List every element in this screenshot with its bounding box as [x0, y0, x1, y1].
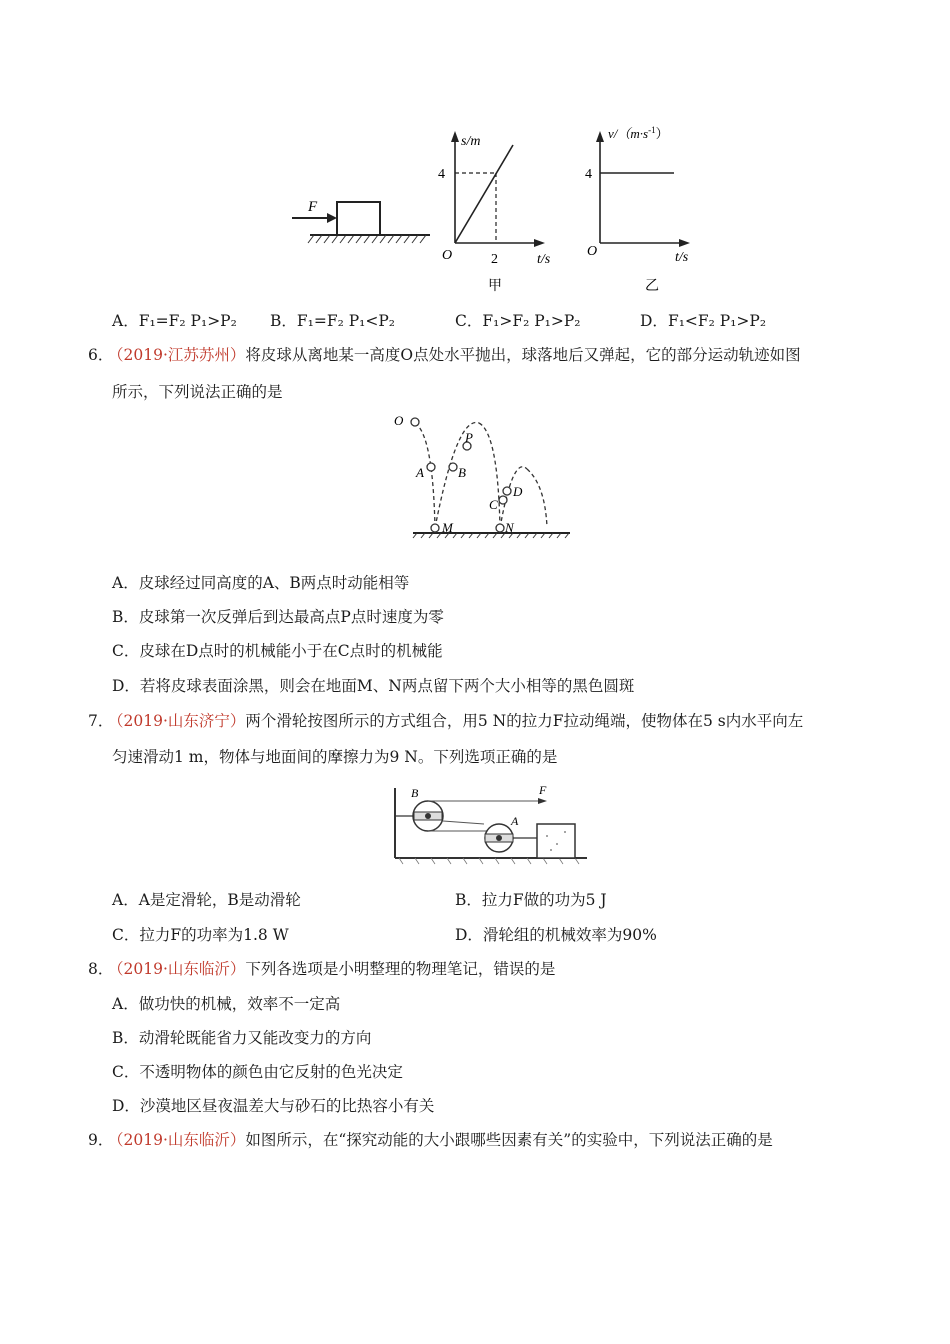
q5-option-d: D．F₁<F₂ P₁>P₂: [640, 312, 767, 330]
jia-x-tick: 2: [491, 252, 498, 267]
svg-text:A: A: [416, 465, 424, 480]
q8-source: （2019·山东临沂）: [108, 960, 246, 978]
q8-stem: （2019·山东临沂）下列各选项是小明整理的物理笔记，错误的是: [108, 960, 556, 978]
q8-option-c: C．不透明物体的颜色由它反射的色光决定: [112, 1063, 403, 1081]
q7-option-c: C．拉力F的功率为1.8 W: [112, 926, 289, 944]
ball-c: [499, 496, 507, 504]
q7-option-a: A．A是定滑轮，B是动滑轮: [112, 891, 301, 909]
ball-o: [411, 418, 419, 426]
q7-option-d: D．滑轮组的机械效率为90%: [455, 926, 657, 944]
q6-source: （2019·江苏苏州）: [108, 346, 246, 364]
svg-text:N: N: [505, 520, 514, 535]
svg-text:P: P: [465, 430, 473, 445]
yi-y-tick: 4: [585, 167, 592, 182]
svg-text:D: D: [513, 484, 523, 499]
q6-option-c: C．皮球在D点时的机械能小于在C点时的机械能: [112, 642, 443, 660]
q6-option-a: A．皮球经过同高度的A、B两点时动能相等: [112, 574, 410, 592]
jia-y-label: s/m: [461, 134, 481, 149]
q6-option-d: D．若将皮球表面涂黑，则会在地面M、N两点留下两个大小相等的黑色圆斑: [112, 677, 635, 695]
q7-pulley-figure: [385, 780, 595, 868]
svg-text:B: B: [458, 465, 466, 480]
q7-option-b: B．拉力F做的功为5 J: [455, 891, 607, 909]
ball-m: [431, 524, 439, 532]
q6-number: 6．: [88, 346, 114, 364]
q5-option-b: B．F₁=F₂ P₁<P₂: [270, 312, 396, 330]
yi-x-label: t/s: [675, 250, 689, 265]
q7-source: （2019·山东济宁）: [108, 712, 246, 730]
q6-option-b: B．皮球第一次反弹后到达最高点P点时速度为零: [112, 608, 444, 626]
jia-y-tick: 4: [438, 167, 445, 182]
ball-d: [503, 487, 511, 495]
q5-option-c: C．F₁>F₂ P₁>P₂: [455, 312, 581, 330]
svg-text:F: F: [539, 783, 547, 797]
svg-text:C: C: [489, 497, 498, 512]
q8-option-b: B．动滑轮既能省力又能改变力的方向: [112, 1029, 372, 1047]
jia-caption: 甲: [488, 279, 502, 294]
q7-stem-line1: （2019·山东济宁）两个滑轮按图所示的方式组合，用5 N的拉力F拉动绳端，使物体在5 s内水平向左: [108, 712, 804, 730]
jia-origin: O: [442, 248, 453, 263]
q5-option-a: A．F₁=F₂ P₁>P₂: [112, 312, 237, 330]
yi-origin: O: [587, 244, 598, 259]
graph-jia: [438, 131, 551, 294]
q6-stem-line2: 所示，下列说法正确的是: [112, 383, 283, 401]
ball-n: [496, 524, 504, 532]
svg-text:B: B: [411, 786, 419, 800]
jia-x-label: t/s: [537, 252, 551, 267]
q8-option-a: A．做功快的机械，效率不一定高: [112, 995, 341, 1013]
svg-text:O: O: [394, 413, 404, 428]
graph-yi: [585, 125, 690, 294]
force-block-diagram: [292, 199, 430, 243]
ball-b: [449, 463, 457, 471]
q9-source: （2019·山东临沂）: [108, 1131, 246, 1149]
q7-stem-line2: 匀速滑动1 m，物体与地面间的摩擦力为9 N。下列选项正确的是: [112, 748, 558, 766]
q8-option-d: D．沙漠地区昼夜温差大与砂石的比热容小有关: [112, 1097, 435, 1115]
ball-a: [427, 463, 435, 471]
svg-text:A: A: [511, 814, 519, 828]
force-label: F: [308, 199, 318, 215]
q6-stem-line1: （2019·江苏苏州）将皮球从离地某一高度O点处水平抛出，球落地后又弹起，它的部分运动轨迹如图: [108, 346, 801, 364]
q5-figure: [280, 118, 720, 303]
q9-stem: （2019·山东临沂）如图所示，在“探究动能的大小跟哪些因素有关”的实验中，下列说法正确的是: [108, 1131, 773, 1149]
q8-number: 8．: [88, 960, 114, 978]
q9-number: 9．: [88, 1131, 114, 1149]
yi-y-label: $v/(m\cdot s^{-1})$: [608, 125, 669, 141]
q6-bounce-figure: [385, 405, 585, 545]
yi-caption: 乙: [645, 279, 659, 294]
svg-text:M: M: [442, 520, 453, 535]
q7-number: 7．: [88, 712, 114, 730]
